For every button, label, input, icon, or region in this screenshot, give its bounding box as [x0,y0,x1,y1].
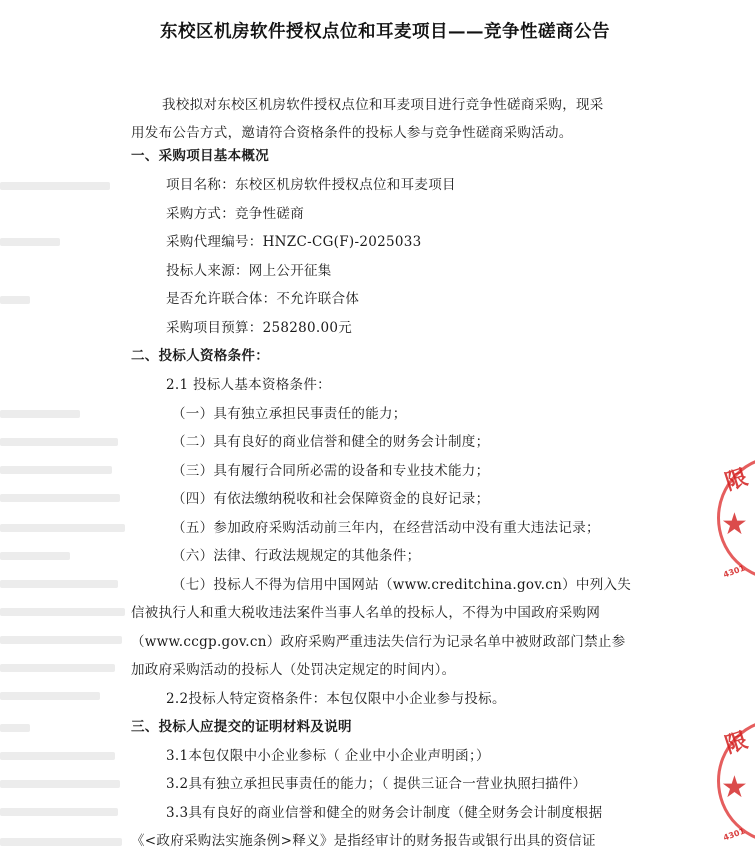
proof-item-1: 3.1本包仅限中小企业参标（ 企业中小企业声明函；） [166,748,490,764]
project-budget: 采购项目预算：258280.00元 [166,320,353,336]
condition-7: （七）投标人不得为信用中国网站（www.creditchina.gov.cn）中列入失 [172,577,632,593]
condition-7-cont-1: 信被执行人和重大税收违法案件当事人名单的投标人，不得为中国政府采购网 [131,605,601,621]
red-seal-stamp [717,455,755,595]
procurement-method: 采购方式：竞争性磋商 [166,206,304,222]
star-icon: ★ [721,507,748,542]
basic-qualification-heading: 2.1 投标人基本资格条件： [166,377,331,393]
stamp-code: 4301 [722,563,747,580]
proof-item-3: 3.3具有良好的商业信誉和健全的财务会计制度（健全财务会计制度根据 [166,805,603,821]
project-name: 项目名称：东校区机房软件授权点位和耳麦项目 [166,177,456,193]
condition-2: （二）具有良好的商业信誉和健全的财务会计制度； [172,434,490,450]
condition-6: （六）法律、行政法规规定的其他条件； [172,548,421,564]
star-icon: ★ [721,770,748,805]
condition-4: （四）有依法缴纳税收和社会保障资金的良好记录； [172,491,490,507]
section-3-heading: 三、投标人应提交的证明材料及说明 [131,719,352,735]
section-2-heading: 二、投标人资格条件： [131,348,269,364]
red-seal-stamp [717,718,755,858]
document-title: 东校区机房软件授权点位和耳麦项目——竞争性磋商公告 [160,22,610,42]
condition-7-cont-2: （www.ccgp.gov.cn）政府采购严重违法失信行为记录名单中被财政部门禁止参 [131,634,626,650]
intro-line-2: 用发布公告方式，邀请符合资格条件的投标人参与竞争性磋商采购活动。 [131,125,573,141]
intro-line-1: 我校拟对东校区机房软件授权点位和耳麦项目进行竞争性磋商采购，现采 [162,97,604,113]
condition-1: （一）具有独立承担民事责任的能力； [172,406,407,422]
condition-3: （三）具有履行合同所必需的设备和专业技术能力； [172,463,490,479]
condition-7-cont-3: 加政府采购活动的投标人（处罚决定规定的时间内）。 [131,662,456,678]
stamp-char: 限 [721,727,751,759]
bidder-source: 投标人来源：网上公开征集 [166,263,332,279]
consortium-allowed: 是否允许联合体：不允许联合体 [166,291,360,307]
special-qualification: 2.2投标人特定资格条件：本包仅限中小企业参与投标。 [166,691,506,707]
agency-number: 采购代理编号：HNZC-CG(F)-2025033 [166,234,422,250]
proof-item-2: 3.2具有独立承担民事责任的能力；（ 提供三证合一营业执照扫描件） [166,776,587,792]
section-1-heading: 一、采购项目基本概况 [131,148,269,164]
proof-item-3-cont: 《<政府采购法实施条例>释义》是指经审计的财务报告或银行出具的资信证 [131,833,596,849]
condition-5: （五）参加政府采购活动前三年内，在经营活动中没有重大违法记录； [172,520,600,536]
bleed-through-left-margin [0,0,130,863]
stamp-char: 限 [721,464,751,496]
stamp-code: 4301 [722,826,747,843]
